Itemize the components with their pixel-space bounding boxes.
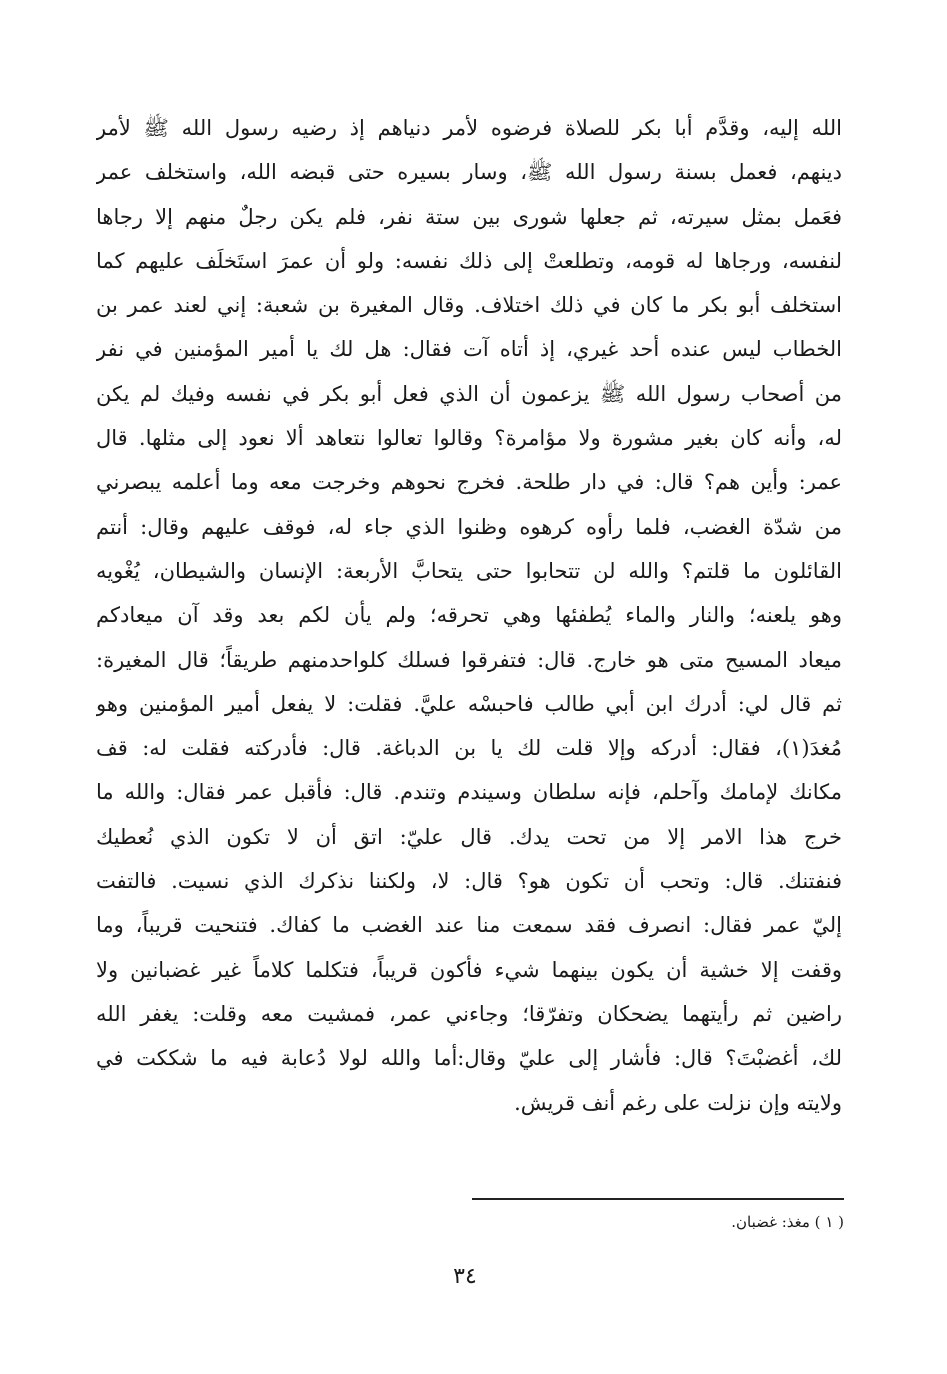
text-line-8: له، وأنه كان بغير مشورة ولا مؤامرة؟ وقالوا تعالوا نتعاهد ألا نعود إلى مثلها. قال — [96, 426, 842, 451]
text-line-5: استخلف أبو بكر ما كان في ذلك اختلاف. وقال المغيرة بن شعبة: إني لعند عمر بن — [96, 293, 842, 318]
text-line-18: فنفتنك. قال: وتحب أن تكون هو؟ قال: لا، ولكننا نذكرك الذي نسيت. فالتفت — [96, 869, 842, 894]
text-line-17: خرج هذا الامر إلا من تحت يدك. قال عليّ: اتق أن لا تكون الذي نُعطيك — [96, 824, 842, 849]
text-line-10: من شدّة الغضب، فلما رأوه كرهوه وظنوا الذي جاء له، فوقف عليهم وقال: أنتم — [96, 514, 842, 539]
text-line-9: عمر: وأين هم؟ قال: في دار طلحة. فخرج نحوهم وخرجت معه وما أعلمه يبصرني — [96, 470, 842, 495]
text-line-6: الخطاب ليس عنده أحد غيري، إذ أتاه آت فقال: هل لك يا أمير المؤمنين في نفر — [96, 337, 842, 362]
text-line-11: القائلون ما قلتم؟ والله لن تتحابوا حتى يتحابَّ الأربعة: الإنسان والشيطان، يُغْويه — [96, 558, 842, 583]
text-line-13: ميعاد المسيح متى هو خارج. قال: فتفرقوا فسلك كلواحدمنهم طريقاً؛ قال المغيرة: — [96, 647, 842, 672]
text-line-23: ولايته وإن نزلت على رغم أنف قريش. — [514, 1090, 842, 1115]
text-line-19: إليّ عمر فقال: انصرف فقد سمعت منا عند الغضب ما كفاك. فتنحيت قريباً، وما — [96, 913, 842, 938]
page-number: ٣٤ — [453, 1264, 477, 1289]
text-line-3: فعَمل بمثل سيرته، ثم جعلها شورى بين ستة نفر، فلم يكن رجلٌ منهم إلا رجاها — [96, 204, 842, 229]
footnote: ( ١ ) مغذ: غضبان. — [731, 1213, 844, 1231]
text-line-7: من أصحاب رسول الله ﷺ يزعمون أن الذي فعل أبو بكر في نفسه وفيك لم يكن — [96, 381, 842, 406]
footnote-separator — [472, 1198, 844, 1200]
text-line-15: مُغدَ(١)، فقال: أدركه وإلا قلت لك يا بن الدباغة. قال: فأدركته فقلت له: قف — [96, 736, 842, 761]
text-line-21: راضين ثم رأيتهما يضحكان وتفرّقا؛ وجاءني عمر، فمشيت معه وقلت: يغفر الله — [96, 1001, 842, 1026]
text-line-14: ثم قال لي: أدرك ابن أبي طالب فاحبسْه عليَّ. فقلت: لا يفعل أمير المؤمنين وهو — [96, 691, 842, 716]
text-line-16: مكانك لإمامك وآحلم، فإنه سلطان وسيندم وتندم. قال: فأقبل عمر فقال: والله ما — [96, 780, 842, 805]
text-line-2: دينهم، فعمل بسنة رسول الله ﷺ، وسار بسيره حتى قبضه الله، واستخلف عمر — [96, 160, 842, 185]
text-line-4: لنفسه، ورجاها له قومه، وتطلعتْ إلى ذلك نفسه: ولو أن عمرَ استَخلَف عليهم كما — [96, 248, 842, 273]
text-line-1: الله إليه، وقدَّم أبا بكر للصلاة فرضوه لأمر دنياهم إذ رضيه رسول الله ﷺ لأمر — [96, 116, 842, 140]
text-line-20: وقفت إلا خشية أن يكون بينهما شيء فأكون قريباً، فتكلما كلاماً غير غضبانين ولا — [96, 957, 842, 982]
body-text — [96, 106, 842, 1125]
text-line-12: وهو يلعنه؛ والنار والماء يُطفئها وهي تحرقه؛ ولم يأن لكم بعد وقد آن ميعادكم — [96, 603, 842, 628]
text-line-22: لك، أغضبْتَ؟ قال: فأشار إلى عليّ وقال:أما والله لولا دُعابة فيه ما شككت في — [96, 1046, 842, 1071]
